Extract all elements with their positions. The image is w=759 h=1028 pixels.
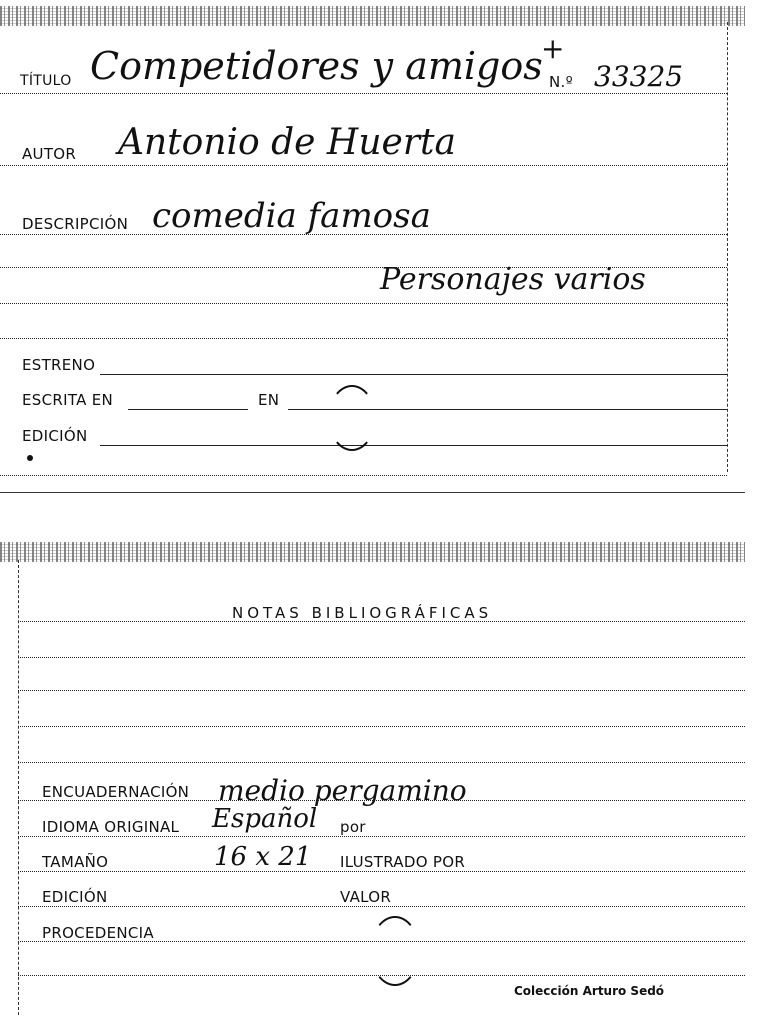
autor-label: AUTOR <box>22 145 77 163</box>
collection-credit: Colección Arturo Sedó <box>514 984 665 998</box>
procedencia-label: PROCEDENCIA <box>42 924 154 942</box>
idioma-label: IDIOMA ORIGINAL <box>42 818 180 836</box>
descripcion-line-1 <box>0 234 727 235</box>
catalog-card-bottom <box>0 538 759 1018</box>
card-right-border <box>727 22 728 472</box>
edicion-line <box>100 445 727 446</box>
idioma-line <box>18 836 745 837</box>
titulo-value: Competidores y amigos <box>90 44 543 88</box>
en-label: EN <box>258 391 280 409</box>
encuadernacion-value: medio pergamino <box>218 774 467 807</box>
encuadernacion-line <box>18 800 745 801</box>
descripcion-label: DESCRIPCIÓN <box>22 215 129 233</box>
tamano-line <box>18 871 745 872</box>
descripcion-line-3 <box>0 303 727 304</box>
encuadernacion-label: ENCUADERNACIÓN <box>42 783 190 801</box>
autor-line <box>0 165 727 166</box>
tamano-value: 16 x 21 <box>214 842 312 872</box>
estreno-label: ESTRENO <box>22 356 96 374</box>
descripcion-value-2: Personajes varios <box>380 262 646 297</box>
titulo-line <box>0 93 727 94</box>
por-label: por <box>340 818 366 836</box>
notas-line-1 <box>18 621 745 622</box>
card-bottom-line <box>0 475 727 476</box>
numero-value: 33325 <box>594 60 684 93</box>
escrita-en-line <box>128 409 248 410</box>
estreno-line <box>100 374 727 375</box>
notas-heading: NOTAS BIBLIOGRÁFICAS <box>232 604 493 622</box>
card-bottom-edge-texture <box>0 542 745 562</box>
titulo-label: TÍTULO <box>20 73 72 89</box>
escrita-en-label: ESCRITA EN <box>22 391 114 409</box>
catalog-card-top <box>0 0 759 495</box>
descripcion-line-4 <box>0 338 727 339</box>
valor-label: VALOR <box>340 888 392 906</box>
descripcion-value: comedia famosa <box>152 196 431 236</box>
hole-punch-stamp <box>328 385 376 451</box>
edicion-label: EDICIÓN <box>22 427 88 445</box>
idioma-value: Español <box>212 804 318 834</box>
notas-line-2 <box>18 657 745 658</box>
edicion2-line <box>18 906 745 907</box>
card-top-edge-texture <box>0 6 745 26</box>
notas-line-4 <box>18 726 745 727</box>
tamano-label: TAMAÑO <box>42 853 109 871</box>
card-separator <box>0 492 745 493</box>
ink-dot <box>27 455 33 461</box>
autor-value: Antonio de Huerta <box>118 122 456 163</box>
notas-line-5 <box>18 762 745 763</box>
edicion2-label: EDICIÓN <box>42 888 108 906</box>
notas-line-3 <box>18 690 745 691</box>
numero-label: N.º <box>549 73 573 91</box>
card-left-border <box>18 560 19 1015</box>
numero-mark: + <box>541 32 565 65</box>
ilustrado-label: ILUSTRADO POR <box>340 853 466 871</box>
card2-line-last <box>18 975 745 976</box>
